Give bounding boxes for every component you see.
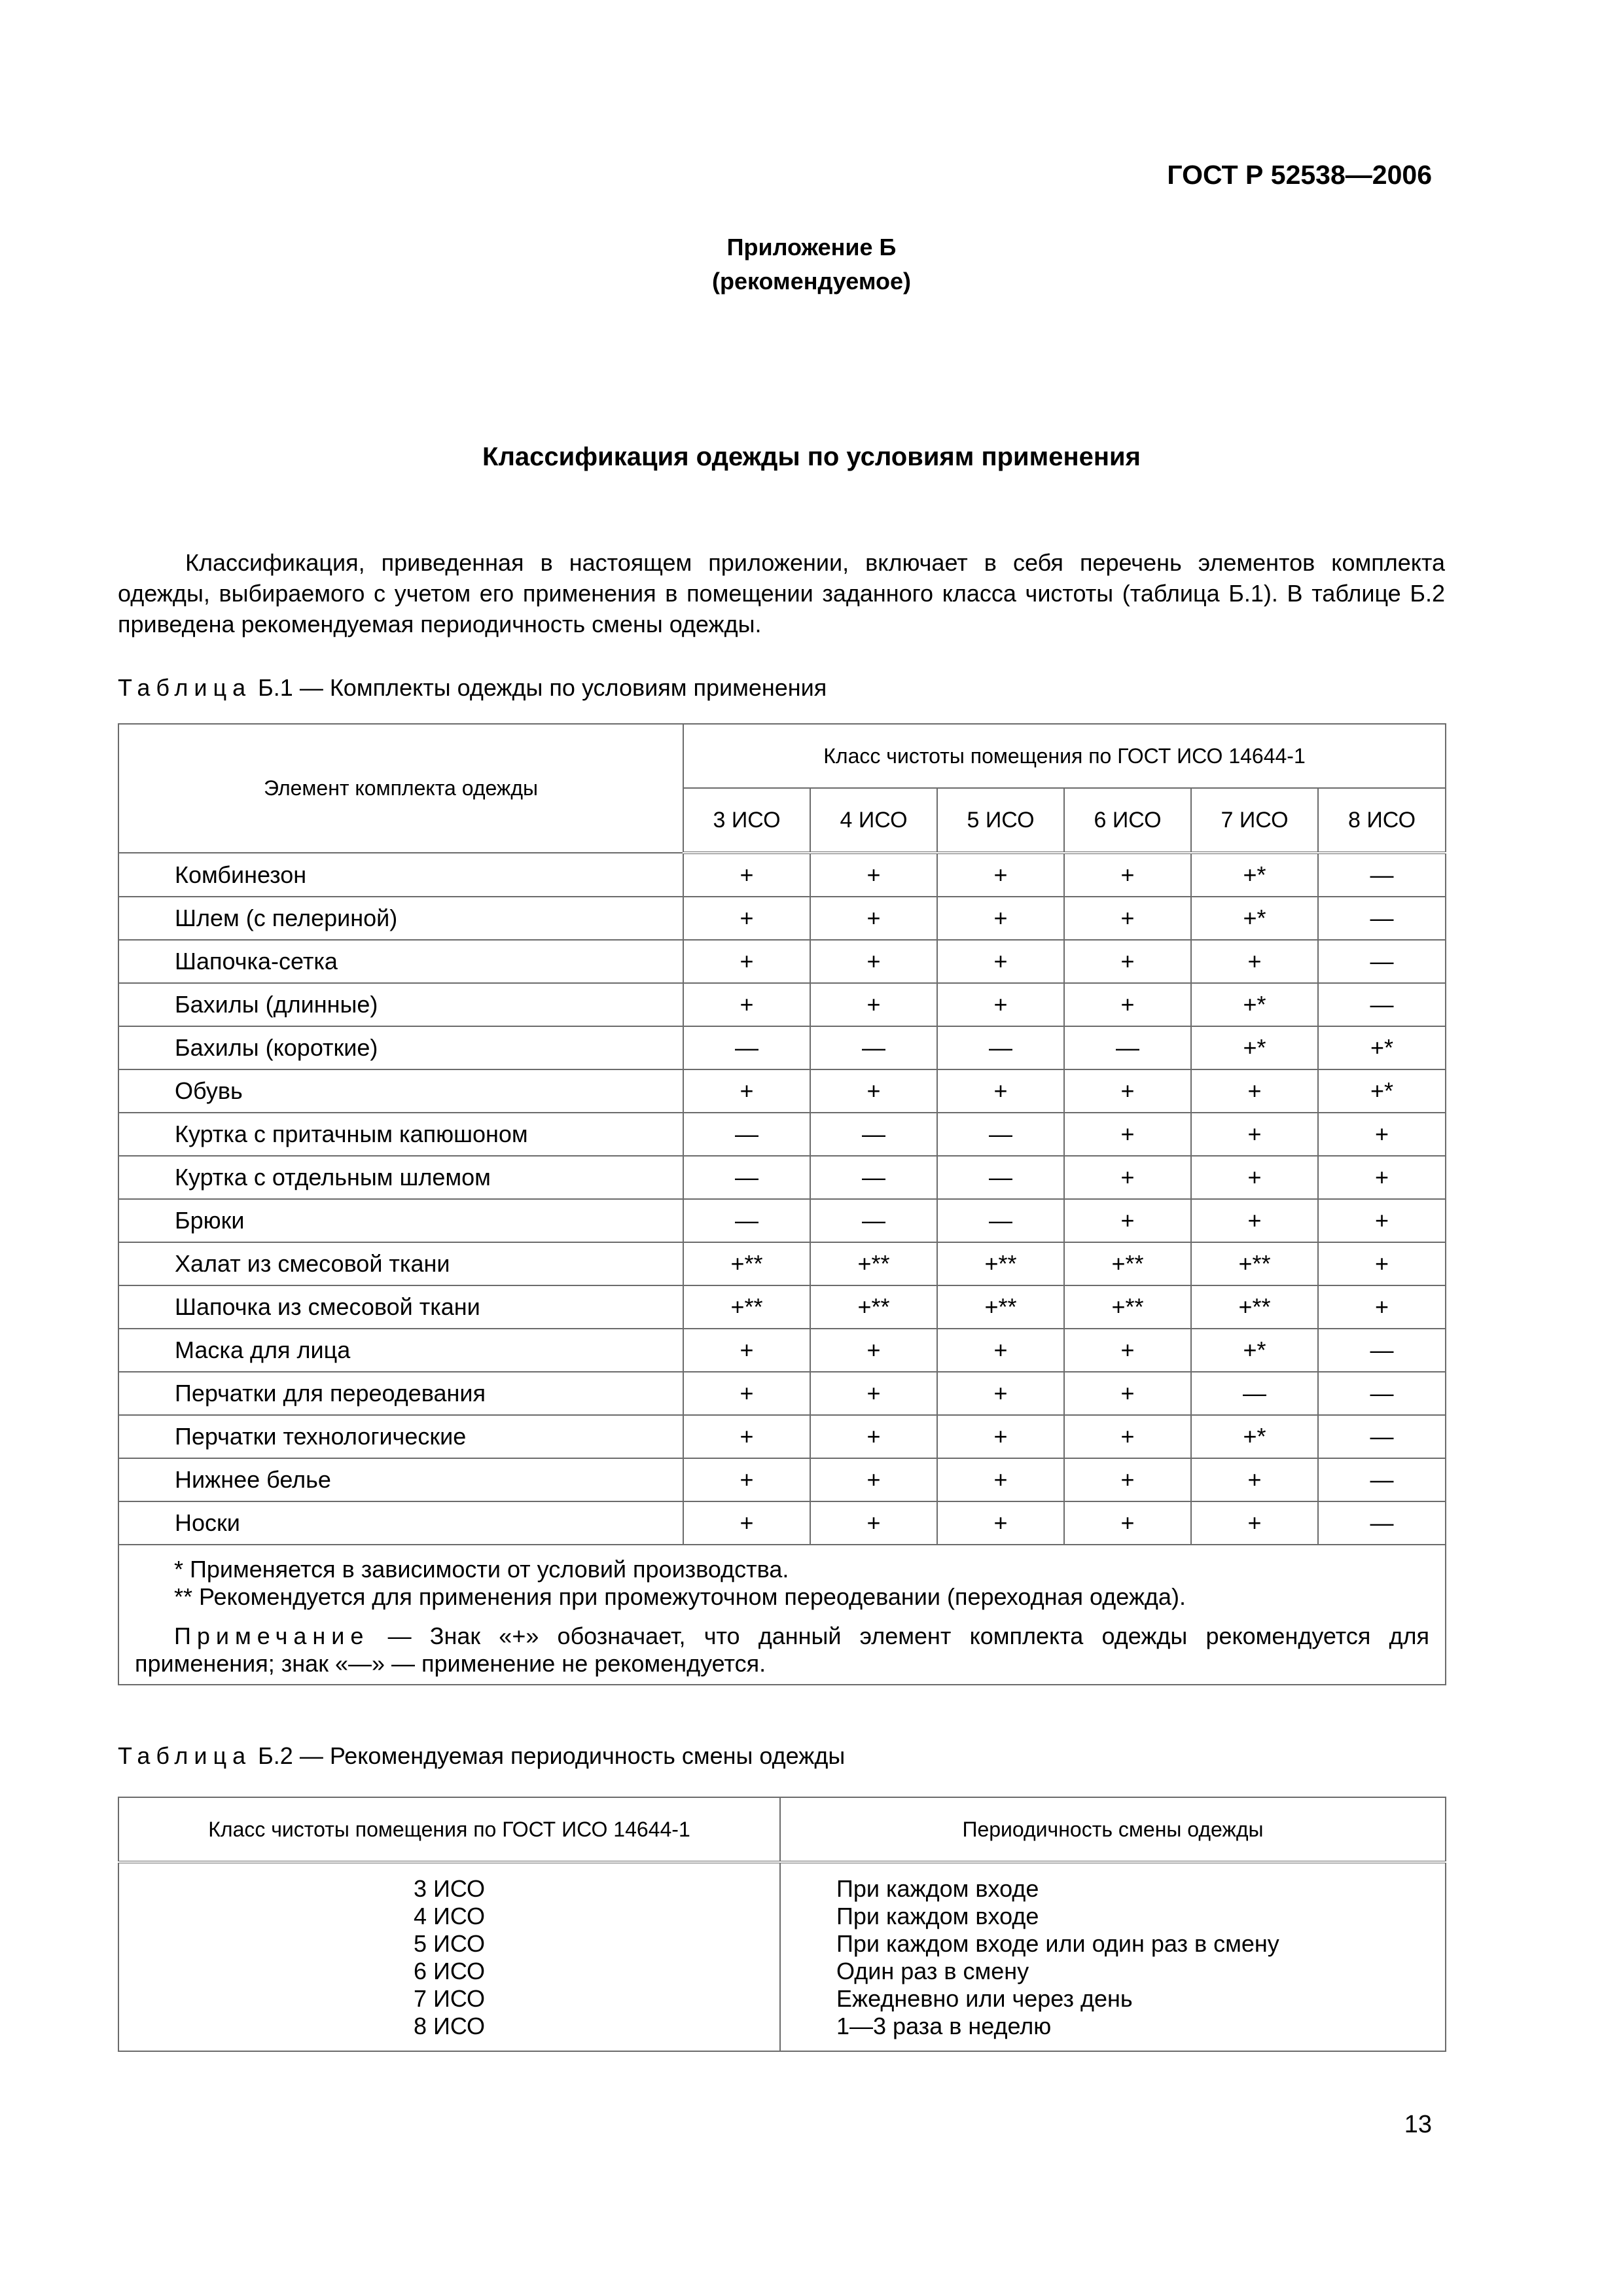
applicability-cell: — xyxy=(1318,1372,1446,1415)
row-element-name: Бахилы (короткие) xyxy=(118,1026,683,1069)
applicability-cell: + xyxy=(810,1329,937,1372)
class-header-cell: 3 ИСО xyxy=(683,788,810,853)
applicability-cell: — xyxy=(937,1199,1064,1242)
applicability-cell: — xyxy=(937,1113,1064,1156)
applicability-cell: + xyxy=(937,853,1064,897)
applicability-cell: +** xyxy=(1191,1285,1318,1329)
applicability-cell: + xyxy=(1318,1113,1446,1156)
page-number: 13 xyxy=(1404,2111,1432,2138)
row-element-name: Маска для лица xyxy=(118,1329,683,1372)
applicability-cell: + xyxy=(1191,1199,1318,1242)
applicability-cell: +* xyxy=(1191,1329,1318,1372)
period-item: При каждом входе xyxy=(836,1903,1039,1929)
applicability-cell: — xyxy=(1318,897,1446,940)
row-element-name: Бахилы (длинные) xyxy=(118,983,683,1026)
class-header-cell: 6 ИСО xyxy=(1064,788,1191,853)
appendix-title: Приложение Б xyxy=(726,234,897,260)
table-row xyxy=(118,1156,1446,1199)
applicability-cell: + xyxy=(937,1458,1064,1501)
applicability-cell: +* xyxy=(1191,1026,1318,1069)
table-row xyxy=(118,897,1446,940)
applicability-cell: + xyxy=(683,1415,810,1458)
applicability-cell: + xyxy=(937,897,1064,940)
table-row xyxy=(118,853,1446,897)
applicability-cell: + xyxy=(1064,1501,1191,1545)
table-row xyxy=(118,1026,1446,1069)
applicability-cell: + xyxy=(1318,1285,1446,1329)
applicability-cell: — xyxy=(1318,1501,1446,1545)
table-note xyxy=(135,1623,1429,1677)
applicability-cell: + xyxy=(1064,897,1191,940)
table-footnotes xyxy=(118,1545,1446,1685)
row-element-name: Халат из смесовой ткани xyxy=(118,1242,683,1285)
applicability-cell: + xyxy=(937,983,1064,1026)
period-item: При каждом входе или один раз в смену xyxy=(836,1930,1279,1957)
appendix-heading xyxy=(0,230,1623,298)
applicability-cell: +* xyxy=(1191,897,1318,940)
class-header-cell: 7 ИСО xyxy=(1191,788,1318,853)
applicability-cell: +** xyxy=(937,1285,1064,1329)
applicability-cell: — xyxy=(683,1199,810,1242)
applicability-cell: +** xyxy=(1191,1242,1318,1285)
class-header-cell: 5 ИСО xyxy=(937,788,1064,853)
section-title: Классификация одежды по условиям применения xyxy=(482,442,1141,471)
applicability-cell: + xyxy=(1064,853,1191,897)
applicability-cell: + xyxy=(1191,1458,1318,1501)
applicability-cell: + xyxy=(810,1458,937,1501)
applicability-cell: — xyxy=(1318,853,1446,897)
period-item: Ежедневно или через день xyxy=(836,1985,1133,2012)
applicability-cell: + xyxy=(1064,983,1191,1026)
applicability-cell: + xyxy=(683,940,810,983)
applicability-cell: +** xyxy=(683,1242,810,1285)
footnote-double-asterisk: ** Рекомендуется для применения при промежуточном переодевании (переходная одежда). xyxy=(174,1583,1186,1610)
applicability-cell: — xyxy=(1318,983,1446,1026)
footnote-single-asterisk: * Применяется в зависимости от условий производства. xyxy=(174,1556,789,1583)
row-element-name: Брюки xyxy=(118,1199,683,1242)
applicability-cell: + xyxy=(937,1329,1064,1372)
period-item: При каждом входе xyxy=(836,1875,1039,1902)
applicability-cell: + xyxy=(810,1415,937,1458)
row-element-name: Обувь xyxy=(118,1069,683,1113)
applicability-cell: + xyxy=(1064,1372,1191,1415)
applicability-cell: + xyxy=(810,1069,937,1113)
table-row xyxy=(118,1329,1446,1372)
applicability-cell: +** xyxy=(1064,1285,1191,1329)
element-column-header: Элемент комплекта одежды xyxy=(118,724,683,853)
applicability-cell: + xyxy=(1318,1156,1446,1199)
period-list xyxy=(780,1862,1446,2051)
class-item: 6 ИСО xyxy=(413,1958,486,1984)
applicability-cell: + xyxy=(1191,1501,1318,1545)
applicability-cell: + xyxy=(937,1069,1064,1113)
row-element-name: Носки xyxy=(118,1501,683,1545)
table2-caption-text: Б.2 — Рекомендуемая периодичность смены одежды xyxy=(258,1742,846,1769)
class-item: 4 ИСО xyxy=(413,1903,486,1929)
applicability-cell: + xyxy=(937,1372,1064,1415)
period-item: Один раз в смену xyxy=(836,1958,1029,1984)
note-label: Примечание xyxy=(174,1623,370,1649)
applicability-cell: + xyxy=(1064,1199,1191,1242)
class-column-header: Класс чистоты помещения по ГОСТ ИСО 14644-1 xyxy=(683,724,1446,788)
table-row xyxy=(118,1458,1446,1501)
table-row xyxy=(118,1372,1446,1415)
table1-caption-label: Таблица xyxy=(118,674,252,701)
applicability-cell: + xyxy=(810,1372,937,1415)
applicability-cell: + xyxy=(1064,1069,1191,1113)
applicability-cell: + xyxy=(810,940,937,983)
applicability-cell: + xyxy=(1064,1329,1191,1372)
applicability-cell: + xyxy=(1064,1458,1191,1501)
applicability-cell: + xyxy=(683,897,810,940)
applicability-cell: — xyxy=(1318,1329,1446,1372)
applicability-cell: — xyxy=(1318,1458,1446,1501)
table-row xyxy=(118,1285,1446,1329)
applicability-cell: — xyxy=(810,1113,937,1156)
applicability-cell: + xyxy=(1318,1199,1446,1242)
class-header-cell: 4 ИСО xyxy=(810,788,937,853)
applicability-cell: + xyxy=(683,1372,810,1415)
row-element-name: Перчатки технологические xyxy=(118,1415,683,1458)
applicability-cell: + xyxy=(683,1069,810,1113)
note-text: — Знак «+» обозначает, что данный элемент комплекта одежды рекомендуется для применения; знак «—» — применение не рекомендуется. xyxy=(135,1623,1430,1677)
table-row xyxy=(118,1113,1446,1156)
applicability-cell: — xyxy=(683,1156,810,1199)
period-item: 1—3 раза в неделю xyxy=(836,2013,1052,2039)
row-element-name: Нижнее белье xyxy=(118,1458,683,1501)
row-element-name: Перчатки для переодевания xyxy=(118,1372,683,1415)
applicability-cell: — xyxy=(810,1026,937,1069)
row-element-name: Куртка с притачным капюшоном xyxy=(118,1113,683,1156)
intro-paragraph xyxy=(118,547,1445,639)
table-row xyxy=(118,1415,1446,1458)
class-item: 3 ИСО xyxy=(413,1875,486,1902)
applicability-cell: + xyxy=(1318,1242,1446,1285)
applicability-cell: + xyxy=(683,1501,810,1545)
applicability-cell: + xyxy=(1191,940,1318,983)
standard-number: ГОСТ Р 52538—2006 xyxy=(1167,160,1432,190)
applicability-cell: — xyxy=(1064,1026,1191,1069)
row-element-name: Шлем (с пелериной) xyxy=(118,897,683,940)
applicability-cell: — xyxy=(1318,940,1446,983)
applicability-cell: +* xyxy=(1318,1069,1446,1113)
applicability-cell: — xyxy=(683,1026,810,1069)
applicability-cell: + xyxy=(937,1415,1064,1458)
row-element-name: Комбинезон xyxy=(118,853,683,897)
applicability-cell: +* xyxy=(1191,853,1318,897)
period-column-header: Периодичность смены одежды xyxy=(780,1797,1446,1862)
class-header-cell: 8 ИСО xyxy=(1318,788,1446,853)
applicability-cell: + xyxy=(937,1501,1064,1545)
applicability-cell: + xyxy=(1191,1069,1318,1113)
appendix-subtitle: (рекомендуемое) xyxy=(712,268,911,295)
table-row xyxy=(118,940,1446,983)
table-row xyxy=(118,1069,1446,1113)
applicability-cell: +** xyxy=(683,1285,810,1329)
applicability-cell: + xyxy=(683,983,810,1026)
applicability-cell: — xyxy=(810,1156,937,1199)
table1-caption-text: Б.1 — Комплекты одежды по условиям применения xyxy=(258,674,827,701)
applicability-cell: +** xyxy=(810,1242,937,1285)
applicability-cell: + xyxy=(810,983,937,1026)
applicability-cell: + xyxy=(1064,940,1191,983)
table1-caption xyxy=(118,674,827,702)
applicability-cell: +** xyxy=(937,1242,1064,1285)
applicability-cell: — xyxy=(937,1026,1064,1069)
row-element-name: Шапочка из смесовой ткани xyxy=(118,1285,683,1329)
applicability-cell: + xyxy=(937,940,1064,983)
row-element-name: Куртка с отдельным шлемом xyxy=(118,1156,683,1199)
applicability-cell: — xyxy=(810,1199,937,1242)
applicability-cell: +** xyxy=(810,1285,937,1329)
table-row xyxy=(118,1501,1446,1545)
class-item: 8 ИСО xyxy=(413,2013,486,2039)
applicability-cell: +** xyxy=(1064,1242,1191,1285)
class-column-header: Класс чистоты помещения по ГОСТ ИСО 14644-1 xyxy=(118,1797,780,1862)
applicability-cell: +* xyxy=(1191,1415,1318,1458)
applicability-cell: + xyxy=(810,1501,937,1545)
applicability-cell: + xyxy=(683,1458,810,1501)
table-row xyxy=(118,1199,1446,1242)
applicability-cell: + xyxy=(810,853,937,897)
applicability-cell: + xyxy=(810,897,937,940)
applicability-cell: + xyxy=(1064,1113,1191,1156)
change-frequency-table xyxy=(118,1797,1446,2052)
applicability-cell: + xyxy=(1064,1415,1191,1458)
applicability-cell: + xyxy=(1191,1113,1318,1156)
table-row xyxy=(118,1242,1446,1285)
class-item: 5 ИСО xyxy=(413,1930,486,1957)
table2-caption xyxy=(118,1742,845,1770)
applicability-cell: — xyxy=(683,1113,810,1156)
table2-caption-label: Таблица xyxy=(118,1742,252,1769)
table-row xyxy=(118,983,1446,1026)
class-item: 7 ИСО xyxy=(413,1985,486,2012)
applicability-cell: + xyxy=(1064,1156,1191,1199)
row-element-name: Шапочка-сетка xyxy=(118,940,683,983)
applicability-cell: — xyxy=(1191,1372,1318,1415)
applicability-cell: — xyxy=(1318,1415,1446,1458)
clothing-sets-table xyxy=(118,723,1446,1685)
applicability-cell: +* xyxy=(1191,983,1318,1026)
class-list xyxy=(118,1862,780,2051)
applicability-cell: +* xyxy=(1318,1026,1446,1069)
applicability-cell: + xyxy=(683,853,810,897)
applicability-cell: + xyxy=(683,1329,810,1372)
applicability-cell: — xyxy=(937,1156,1064,1199)
applicability-cell: + xyxy=(1191,1156,1318,1199)
intro-text: Классификация, приведенная в настоящем приложении, включает в себя перечень элементов комплекта одежды, выбираемого с учетом его применения в помещении заданного класса чистоты (таблица Б.1). В таблице Б.2 приведена рекомендуемая периодичность смены одежды. xyxy=(118,549,1445,637)
